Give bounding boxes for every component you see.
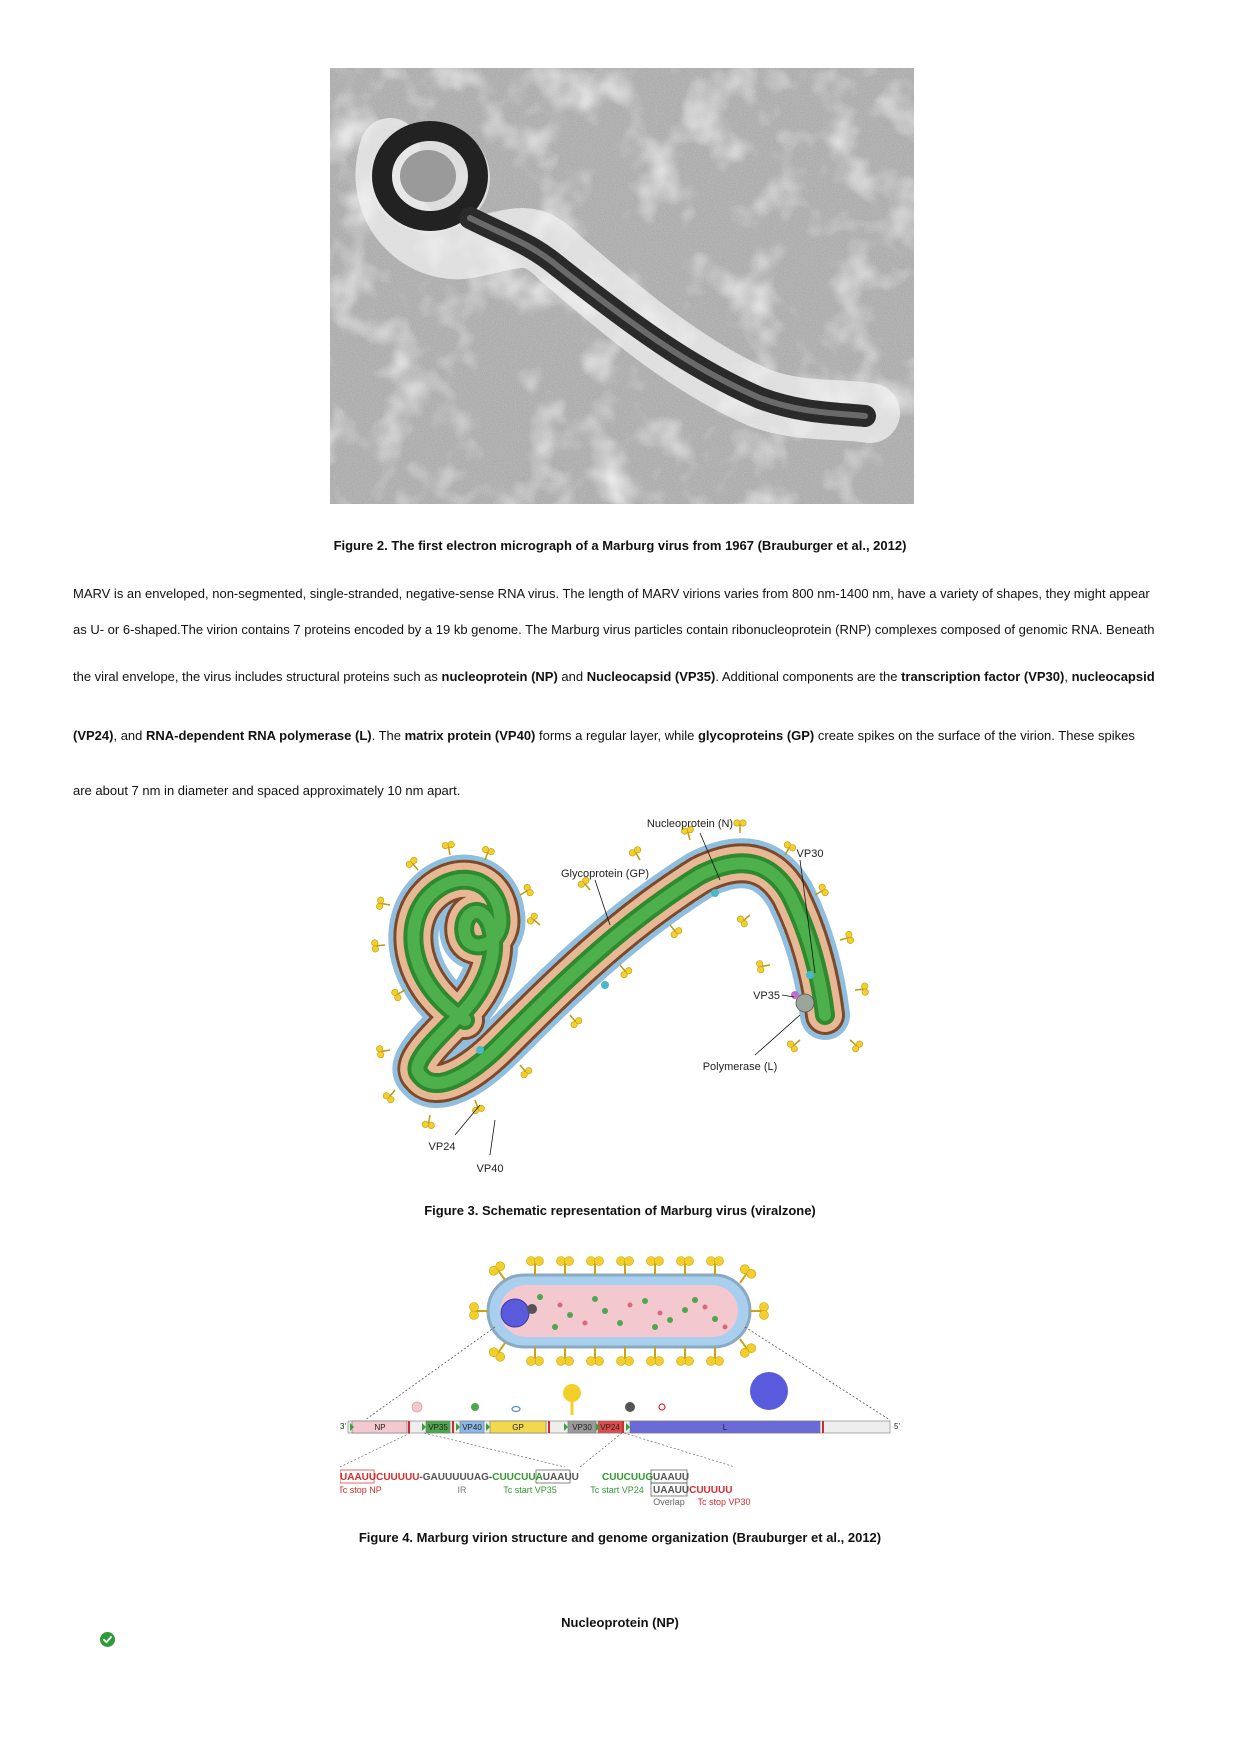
label-overlap: Overlap: [653, 1497, 685, 1507]
label-tc-start-vp24: Tc start VP24: [590, 1485, 644, 1495]
text: the viral envelope, the virus includes structural proteins such as: [73, 669, 442, 684]
text: . The: [371, 728, 405, 743]
label-nucleoprotein: Nucleoprotein (N): [646, 818, 734, 830]
term-gp: glycoproteins (GP): [697, 728, 815, 743]
label-vp30: VP30: [796, 848, 824, 860]
figure-3-caption: Figure 3. Schematic representation of Marburg virus (viralzone): [424, 1203, 816, 1218]
text: . Additional components are the: [715, 669, 902, 684]
text: -GAUUUUUAG-: [419, 1472, 493, 1483]
vp30-icon: [806, 971, 814, 979]
label-polymerase: Polymerase (L): [702, 1061, 778, 1073]
sequence-vp30-vp24-start: CUUCUUG: [602, 1472, 654, 1483]
gene-label: VP24: [600, 1423, 620, 1432]
genome-figure: [340, 1235, 910, 1510]
label-tc-stop-vp30: Tc stop VP30: [697, 1497, 751, 1507]
label-vp24: VP24: [428, 1141, 456, 1153]
figure-2-caption: Figure 2. The first electron micrograph of a Marburg virus from 1967 (Brauburger et al., 2012): [333, 538, 907, 553]
label-tc-stop-np: Tc stop NP: [340, 1485, 382, 1495]
text: UAAUU: [653, 1485, 690, 1496]
term-vp30: transcription factor (VP30): [901, 669, 1065, 684]
text: , and: [113, 728, 146, 743]
gene-label: VP35: [428, 1423, 448, 1432]
text: ,: [1064, 669, 1072, 684]
check-icon[interactable]: [100, 1632, 115, 1647]
text: UAAUU: [340, 1472, 377, 1483]
intro-line-2: as U- or 6-shaped.The virion contains 7 proteins encoded by a 19 kb genome. The Marburg virus particles contain ribonucleoprotein (RNP) complexes composed of genomic RNA. Beneath: [73, 622, 1155, 637]
intro-line-5: are about 7 nm in diameter and spaced approximately 10 nm apart.: [73, 783, 461, 798]
label-glycoprotein: Glycoprotein (GP): [560, 868, 650, 880]
label-vp40: VP40: [476, 1163, 504, 1175]
term-nucleoprotein: nucleoprotein (NP): [441, 669, 558, 684]
gene-label: L: [722, 1423, 728, 1432]
label-ir: IR: [457, 1485, 467, 1495]
text: UAAUU: [542, 1472, 579, 1483]
label-tc-start-vp35: Tc start VP35: [503, 1485, 557, 1495]
term-nucleocapsid: nucleocapsid: [1071, 669, 1155, 684]
gene-label: VP30: [572, 1423, 592, 1432]
virion-schematic: [370, 815, 910, 1195]
term-vp24: (VP24): [73, 728, 114, 743]
intro-line-3: [73, 669, 1173, 684]
section-heading: Nucleoprotein (NP): [561, 1615, 679, 1630]
sequence-np-vp35: [340, 1472, 579, 1483]
term-vp40: matrix protein (VP40): [404, 728, 536, 743]
gene-label: NP: [374, 1423, 386, 1432]
text: and: [557, 669, 587, 684]
text: CUUCUUA: [492, 1472, 543, 1483]
sequence-vp30-stop: [653, 1485, 732, 1496]
term-polymerase: RNA-dependent RNA polymerase (L): [146, 728, 372, 743]
intro-line-1: MARV is an enveloped, non-segmented, single-stranded, negative-sense RNA virus. The length of MARV virions varies from 800 nm-1400 nm, have a variety of shapes, they might appear: [73, 586, 1150, 601]
sequence-vp30-vp24-box: UAAUU: [653, 1472, 690, 1483]
vp35-icon: [791, 991, 799, 999]
genome-3-prime: 3': [340, 1422, 346, 1431]
term-vp35: Nucleocapsid (VP35): [586, 669, 716, 684]
gene-label: VP40: [462, 1423, 482, 1432]
text: create spikes on the surface of the virion. These spikes: [814, 728, 1135, 743]
text: CUUUUU: [689, 1485, 733, 1496]
gene-label: GP: [512, 1423, 524, 1432]
polymerase-icon: [796, 994, 814, 1012]
genome-5-prime: 5': [894, 1422, 900, 1431]
micrograph-image: [330, 68, 914, 504]
intro-line-4: [73, 728, 1173, 743]
text: forms a regular layer, while: [535, 728, 698, 743]
label-vp35: VP35: [753, 990, 780, 1002]
figure-4-caption: Figure 4. Marburg virion structure and genome organization (Brauburger et al., 2012): [358, 1530, 882, 1545]
text: CUUUUU: [376, 1472, 420, 1483]
